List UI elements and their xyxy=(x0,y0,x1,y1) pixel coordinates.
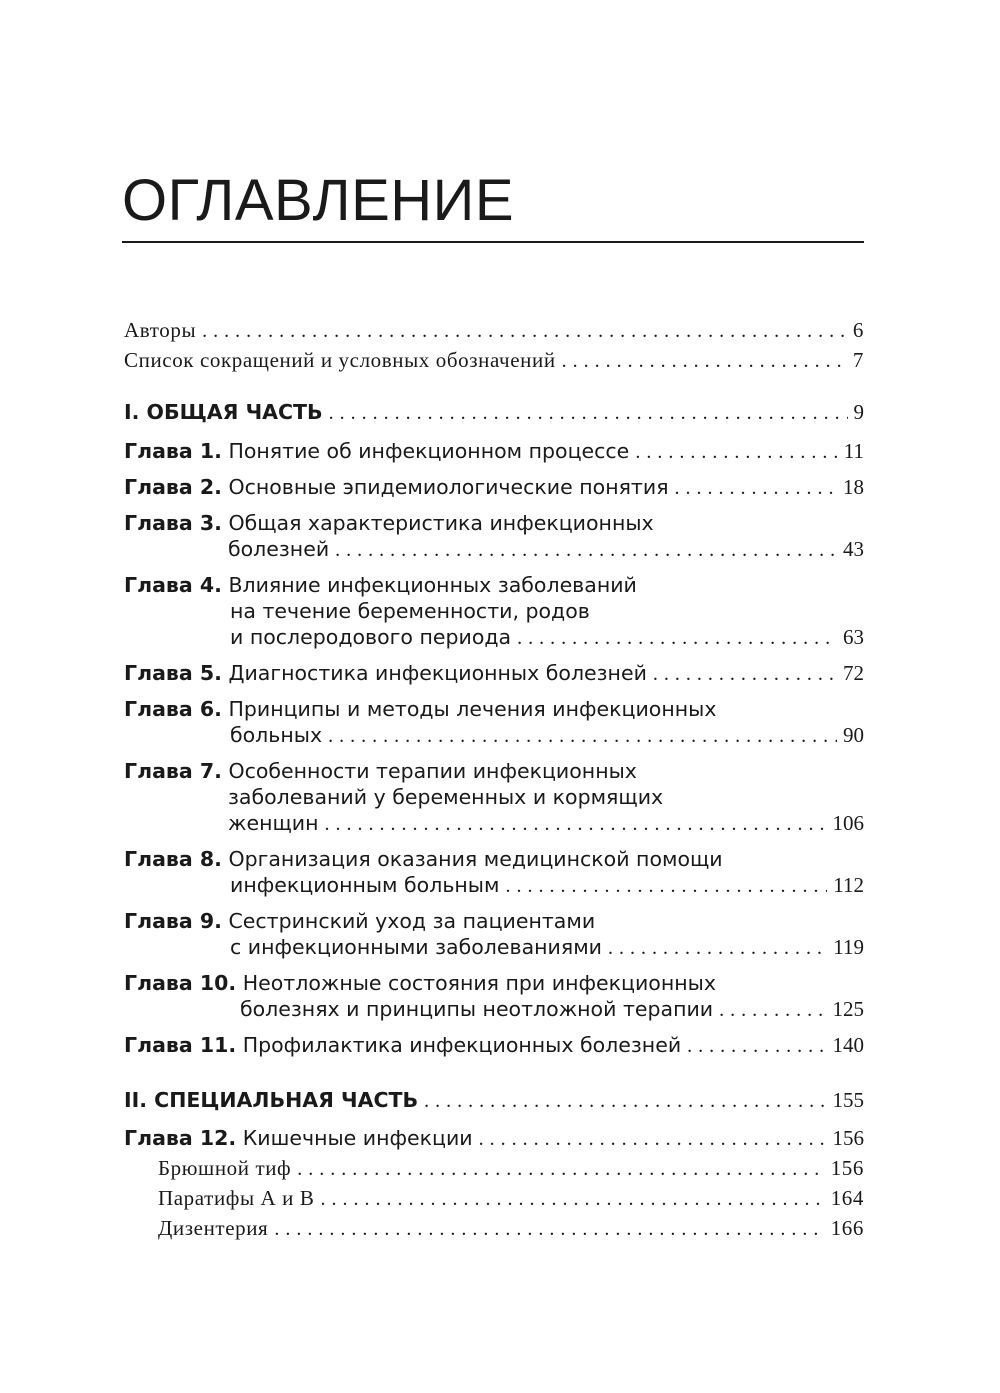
dot-leader xyxy=(328,725,837,748)
toc-subsection[interactable] xyxy=(124,1156,864,1186)
dot-leader xyxy=(329,402,848,425)
toc-chapter-7-cont-2[interactable] xyxy=(124,811,864,841)
chapter-title: Сестринский уход за пациентами xyxy=(228,909,596,933)
toc-chapter-5[interactable] xyxy=(124,661,864,691)
dot-leader xyxy=(274,1218,824,1241)
dot-leader xyxy=(517,627,837,650)
dot-leader xyxy=(675,477,837,500)
dot-leader xyxy=(479,1128,827,1151)
page-title: ОГЛАВЛЕНИЕ xyxy=(122,168,515,233)
toc-part-1[interactable] xyxy=(124,400,864,430)
chapter-title: Общая характеристика инфекционных xyxy=(228,511,654,535)
toc-entry-label: Дизентерия xyxy=(158,1216,269,1240)
part-title: I. ОБЩАЯ ЧАСТЬ xyxy=(124,400,323,424)
page-number: 72 xyxy=(843,661,864,685)
page-number: 9 xyxy=(853,400,864,424)
page-number: 63 xyxy=(843,625,864,649)
dot-leader xyxy=(635,441,837,464)
chapter-number: Глава 7. xyxy=(124,759,222,783)
toc-subsection[interactable] xyxy=(124,1186,864,1216)
page-number: 125 xyxy=(832,997,864,1021)
chapter-number: Глава 12. xyxy=(124,1126,237,1150)
page-number: 155 xyxy=(832,1088,864,1112)
toc-entry-label: Паратифы А и В xyxy=(158,1186,315,1210)
page-number: 11 xyxy=(843,439,864,463)
dot-leader xyxy=(505,875,827,898)
chapter-title: заболеваний у беременных и кормящих xyxy=(228,785,664,809)
chapter-title: инфекционным больным xyxy=(230,873,500,897)
toc-subsection[interactable] xyxy=(124,1216,864,1246)
chapter-title: женщин xyxy=(228,811,319,835)
page-number: 156 xyxy=(832,1126,864,1150)
page-number: 7 xyxy=(852,348,864,372)
page-number: 43 xyxy=(843,537,864,561)
dot-leader xyxy=(562,350,847,373)
toc-chapter-1[interactable] xyxy=(124,439,864,469)
chapter-number: Глава 8. xyxy=(124,847,222,871)
chapter-title: Диагностика инфекционных болезней xyxy=(228,661,647,685)
toc-chapter-9-cont-1[interactable] xyxy=(124,935,864,965)
chapter-title: Особенности терапии инфекционных xyxy=(228,759,637,783)
chapter-title: на течение беременности, родов xyxy=(230,599,590,623)
dot-leader xyxy=(325,813,827,836)
chapter-number: Глава 9. xyxy=(124,909,222,933)
toc-chapter-12[interactable] xyxy=(124,1126,864,1156)
page-number: 112 xyxy=(833,873,864,897)
chapter-title: Кишечные инфекции xyxy=(242,1126,473,1150)
chapter-title: и послеродового периода xyxy=(230,625,512,649)
chapter-title: Профилактика инфекционных болезней xyxy=(242,1033,682,1057)
part-title: II. СПЕЦИАЛЬНАЯ ЧАСТЬ xyxy=(124,1088,419,1112)
chapter-number: Глава 6. xyxy=(124,697,222,721)
dot-leader xyxy=(297,1158,824,1181)
chapter-title: Неотложные состояния при инфекционных xyxy=(242,971,716,995)
chapter-title: больных xyxy=(230,723,323,747)
page-number: 164 xyxy=(830,1186,864,1210)
toc-chapter-2[interactable] xyxy=(124,475,864,505)
dot-leader xyxy=(424,1090,826,1113)
chapter-title: болезней xyxy=(228,537,330,561)
toc-entry-authors[interactable] xyxy=(124,318,864,348)
dot-leader xyxy=(608,937,827,960)
dot-leader xyxy=(719,999,826,1022)
page-number: 6 xyxy=(852,318,864,342)
toc-entry-label: Список сокращений и условных обозначений xyxy=(124,348,556,372)
dot-leader xyxy=(687,1035,826,1058)
page-number: 140 xyxy=(832,1033,864,1057)
toc-part-2[interactable] xyxy=(124,1088,864,1118)
chapter-number: Глава 2. xyxy=(124,475,222,499)
chapter-title: Основные эпидемиологические понятия xyxy=(228,475,669,499)
page-number: 106 xyxy=(832,811,864,835)
toc-chapter-3-cont-1[interactable] xyxy=(124,537,864,567)
chapter-number: Глава 4. xyxy=(124,573,222,597)
chapter-number: Глава 5. xyxy=(124,661,222,685)
toc-entry-label: Брюшной тиф xyxy=(158,1156,292,1180)
chapter-number: Глава 3. xyxy=(124,511,222,535)
chapter-number: Глава 11. xyxy=(124,1033,237,1057)
chapter-title: Организация оказания медицинской помощи xyxy=(228,847,723,871)
toc-entry-label: Авторы xyxy=(124,318,197,342)
dot-leader xyxy=(202,320,847,343)
dot-leader xyxy=(320,1188,824,1211)
toc-chapter-4-cont-2[interactable] xyxy=(124,625,864,655)
toc-chapter-6-cont-1[interactable] xyxy=(124,723,864,753)
page-number: 156 xyxy=(830,1156,864,1180)
page-number: 166 xyxy=(830,1216,864,1240)
page-number: 90 xyxy=(843,723,864,747)
chapter-number: Глава 10. xyxy=(124,971,237,995)
toc-entry-abbreviations[interactable] xyxy=(124,348,864,378)
title-divider xyxy=(122,241,864,243)
toc-chapter-10-cont-1[interactable] xyxy=(124,997,864,1027)
page-number: 18 xyxy=(843,475,864,499)
chapter-title: Влияние инфекционных заболеваний xyxy=(228,573,637,597)
chapter-title: болезнях и принципы неотложной терапии xyxy=(240,997,714,1021)
chapter-number: Глава 1. xyxy=(124,439,222,463)
dot-leader xyxy=(335,539,837,562)
chapter-title: Понятие об инфекционном процессе xyxy=(228,439,630,463)
toc-chapter-8-cont-1[interactable] xyxy=(124,873,864,903)
chapter-title: Принципы и методы лечения инфекционных xyxy=(228,697,717,721)
chapter-title: с инфекционными заболеваниями xyxy=(230,935,603,959)
toc-chapter-11[interactable] xyxy=(124,1033,864,1063)
page-number: 119 xyxy=(833,935,864,959)
dot-leader xyxy=(653,663,837,686)
